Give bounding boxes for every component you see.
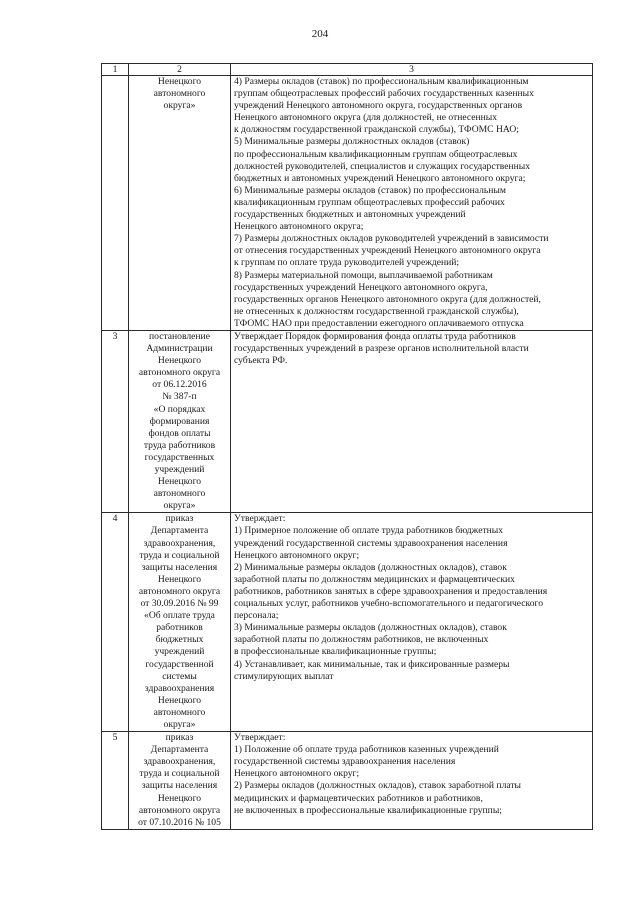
document-reference-line: государственных — [144, 451, 215, 463]
description-line: заработной платы по должностям медицинских и фармацевтических — [234, 573, 515, 585]
description-line: к должностям государственной гражданской службы), ТФОМС НАО; — [234, 124, 519, 136]
document-reference-line: Ненецкого — [157, 76, 202, 87]
document-reference-line: Ненецкого — [157, 476, 202, 488]
description-line: 1) Примерное положение об оплате труда работников бюджетных — [234, 525, 504, 537]
description-line: государственных бюджетных и автономных учреждений — [234, 209, 466, 221]
document-reference — [129, 513, 231, 732]
document-description — [231, 330, 593, 512]
document-reference-line: от 06.12.2016 — [152, 379, 207, 391]
column-header-description: 3 — [231, 64, 593, 76]
description-line: группам общеотраслевых профессий рабочих государственных казенных — [234, 88, 534, 100]
description-line: бюджетных и автономных учреждений Ненецкого автономного округа; — [234, 172, 526, 184]
description-line: Утверждает: — [234, 513, 286, 525]
document-reference-line: государственной — [145, 658, 214, 670]
document-reference-line: приказ — [165, 732, 194, 744]
document-reference-line: округа» — [163, 100, 196, 112]
document-reference-line: защиты населения — [141, 780, 218, 792]
description-line: 1) Положение об оплате труда работников казенных учреждений — [234, 744, 499, 756]
document-description — [231, 732, 593, 830]
description-line: медицинских и фармацевтических работников и работников, — [234, 792, 483, 804]
description-line: работников, работников занятых в сфере здравоохранения и предоставления — [234, 585, 548, 597]
document-reference — [129, 76, 231, 331]
document-reference-line: защиты населения — [141, 561, 218, 573]
column-header-number: 1 — [102, 64, 129, 76]
description-line: государственных учреждений в разрезе органов исполнительной власти — [234, 343, 529, 355]
document-reference-line: автономного — [153, 488, 206, 500]
document-reference-line: округа» — [163, 718, 196, 730]
description-line: Утверждает: — [234, 732, 286, 744]
description-line: ТФОМС НАО при предоставлении ежегодного оплачиваемого отпуска — [234, 317, 524, 329]
document-reference-line: «О порядках — [153, 403, 206, 415]
document-reference-line: приказ — [165, 513, 194, 525]
row-number: 5 — [102, 732, 129, 830]
row-number — [102, 76, 129, 331]
description-line: 2) Размеры окладов (должностных окладов), ставок заработной платы — [234, 780, 522, 792]
description-line: учреждений Ненецкого автономного округа, государственных органов — [234, 100, 523, 112]
description-line: 2) Минимальные размеры окладов (должностных окладов), ставок — [234, 561, 507, 573]
description-line: не включенных в профессиональные квалификационные группы; — [234, 804, 502, 816]
document-reference — [129, 330, 231, 512]
document-reference-line: автономного — [153, 706, 206, 718]
row-number: 4 — [102, 513, 129, 732]
document-reference-line: Ненецкого — [157, 355, 202, 367]
description-line: не отнесенных к должностям государственной гражданской службы), — [234, 305, 519, 317]
description-line: социальных услуг, работников учебно-вспомогательного и педагогического — [234, 598, 544, 610]
document-reference-line: здравоохранения — [144, 682, 215, 694]
document-reference-line: здравоохранения, — [143, 756, 216, 768]
description-line: 3) Минимальные размеры окладов (должностных окладов), ставок — [234, 622, 507, 634]
document-reference-line: учреждений — [154, 464, 205, 475]
document-reference-line: автономного округа — [138, 585, 221, 597]
description-line: 4) Размеры окладов (ставок) по профессиональным квалификационным — [234, 76, 529, 87]
document-reference-line: Ненецкого — [157, 694, 202, 706]
description-line: 5) Минимальные размеры должностных окладов (ставок) — [234, 136, 470, 148]
document-reference-line: здравоохранения, — [143, 537, 216, 549]
description-line: 8) Размеры материальной помощи, выплачиваемой работникам — [234, 269, 493, 281]
description-line: государственной системы здравоохранения населения — [234, 756, 456, 768]
description-line: Ненецкого автономного округ; — [234, 549, 360, 561]
table-header-row — [102, 64, 593, 76]
row-number: 3 — [102, 330, 129, 512]
document-reference-line: Администрации — [146, 343, 213, 355]
document-reference-line: «Об оплате труда — [144, 610, 215, 622]
document-reference-line: системы — [162, 670, 197, 682]
document-reference-line: работников — [156, 622, 203, 634]
description-line: государственных органов Ненецкого автономного округа (для должностей, — [234, 293, 541, 305]
document-reference-line: от 07.10.2016 № 105 — [138, 816, 221, 828]
description-line: к группам по оплате труда руководителей учреждений; — [234, 257, 460, 269]
description-line: государственных учреждений Ненецкого автономного округа, — [234, 281, 488, 293]
document-reference-line: формирования — [149, 415, 210, 427]
document-reference-line: от 30.09.2016 № 99 — [140, 598, 219, 610]
table-row — [102, 330, 593, 512]
description-line: стимулирующих выплат — [234, 670, 334, 682]
document-reference-line: труда и социальной — [139, 549, 220, 561]
document-reference-line: труда работников — [143, 439, 216, 451]
document-reference-line: Департамента — [150, 744, 209, 756]
description-line: 6) Минимальные размеры окладов (ставок) по профессиональным — [234, 184, 506, 196]
document-reference-line: Ненецкого — [157, 573, 202, 585]
document-reference-line: Ненецкого — [157, 792, 202, 804]
document-reference-line: постановление — [149, 330, 210, 342]
description-line: Ненецкого автономного округа (для должностей, не отнесенных — [234, 112, 498, 124]
table-body — [102, 76, 593, 830]
document-reference-line: автономного округа — [138, 804, 221, 816]
description-line: заработной платы по должностям работников, не включенных — [234, 634, 489, 646]
description-line: должностей руководителей, специалистов и служащих государственных — [234, 160, 531, 172]
document-reference-line: № 387-п — [162, 391, 197, 403]
page-number: 204 — [311, 28, 329, 40]
column-header-document: 2 — [129, 64, 231, 76]
description-line: в профессиональные квалификационные группы; — [234, 646, 437, 658]
document-reference-line: Департамента — [150, 525, 209, 537]
description-line: 4) Устанавливает, как минимальные, так и фиксированные размеры — [234, 658, 510, 670]
table-row — [102, 513, 593, 732]
description-line: от отнесения государственных учреждений Ненецкого автономного округа — [234, 245, 541, 257]
document-reference-line: округа» — [163, 500, 196, 512]
document-description — [231, 513, 593, 732]
description-line: 7) Размеры должностных окладов руководителей учреждений в зависимости — [234, 233, 549, 245]
description-line: Ненецкого автономного округ; — [234, 768, 360, 780]
description-line: персонала; — [234, 610, 279, 622]
document-reference-line: труда и социальной — [139, 768, 220, 780]
description-line: Ненецкого автономного округа; — [234, 221, 364, 233]
document-reference — [129, 732, 231, 830]
document-reference-line: автономного — [153, 88, 206, 100]
table-row — [102, 732, 593, 830]
document-reference-line: автономного округа — [138, 367, 221, 379]
description-line: учреждений государственной системы здравоохранения населения — [234, 537, 508, 549]
document-reference-line: бюджетных — [155, 634, 204, 646]
description-line: квалификационным группам общеотраслевых профессий рабочих — [234, 196, 505, 208]
legal-acts-table — [101, 63, 593, 830]
document-reference-line: учреждений — [154, 646, 205, 658]
description-line: по профессиональным квалификационным группам общеотраслевых — [234, 148, 518, 160]
document-reference-line: фондов оплаты — [148, 427, 211, 439]
description-line: субъекта РФ. — [234, 355, 288, 367]
description-line: Утверждает Порядок формирования фонда оплаты труда работников — [234, 330, 516, 342]
table-row — [102, 76, 593, 331]
document-description — [231, 76, 593, 331]
